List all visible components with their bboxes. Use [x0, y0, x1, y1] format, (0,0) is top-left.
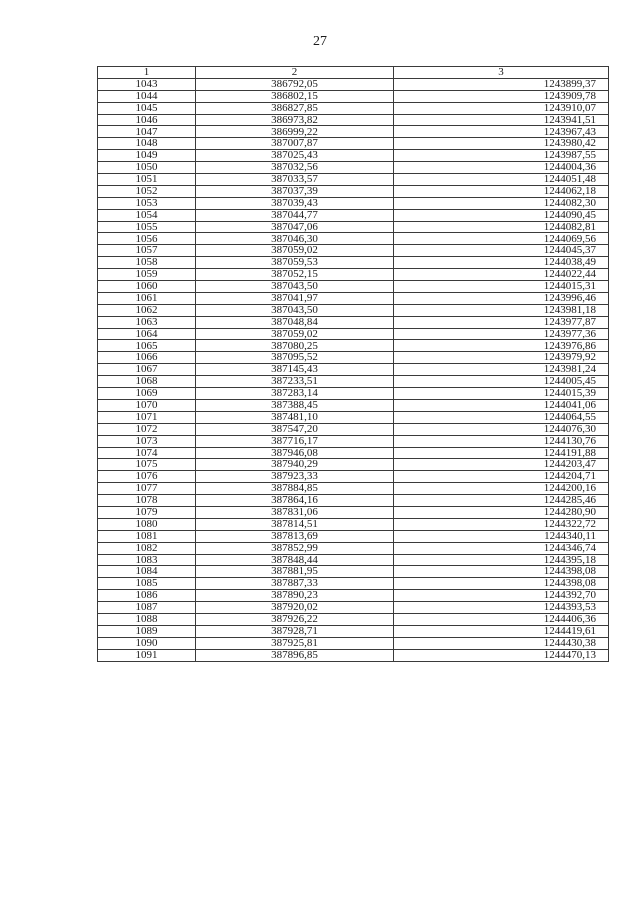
point-number-cell: 1079 [98, 506, 196, 518]
x-coordinate-cell: 387095,52 [196, 352, 394, 364]
point-number-cell: 1072 [98, 423, 196, 435]
point-number-cell: 1045 [98, 102, 196, 114]
x-coordinate-cell: 387047,06 [196, 221, 394, 233]
x-coordinate-cell: 387813,69 [196, 530, 394, 542]
y-coordinate-cell: 1244015,31 [394, 281, 609, 293]
y-coordinate-cell: 1244191,88 [394, 447, 609, 459]
point-number-cell: 1073 [98, 435, 196, 447]
table-row [98, 197, 609, 209]
y-coordinate-cell: 1244398,08 [394, 578, 609, 590]
y-coordinate-cell: 1244069,56 [394, 233, 609, 245]
table-row [98, 566, 609, 578]
y-coordinate-cell: 1244062,18 [394, 185, 609, 197]
point-number-cell: 1077 [98, 483, 196, 495]
table-row [98, 78, 609, 90]
table-row [98, 388, 609, 400]
column-header-1: 1 [98, 67, 196, 79]
y-coordinate-cell: 1244200,16 [394, 483, 609, 495]
x-coordinate-cell: 387923,33 [196, 471, 394, 483]
y-coordinate-cell: 1243981,18 [394, 304, 609, 316]
table-row [98, 114, 609, 126]
point-number-cell: 1076 [98, 471, 196, 483]
table-row [98, 506, 609, 518]
table-row [98, 590, 609, 602]
y-coordinate-cell: 1244392,70 [394, 590, 609, 602]
point-number-cell: 1082 [98, 542, 196, 554]
point-number-cell: 1089 [98, 625, 196, 637]
table-row [98, 625, 609, 637]
table-row [98, 352, 609, 364]
table-row [98, 483, 609, 495]
table-row [98, 328, 609, 340]
x-coordinate-cell: 387716,17 [196, 435, 394, 447]
point-number-cell: 1052 [98, 185, 196, 197]
table-row [98, 209, 609, 221]
table-row [98, 376, 609, 388]
point-number-cell: 1048 [98, 138, 196, 150]
point-number-cell: 1064 [98, 328, 196, 340]
x-coordinate-cell: 387283,14 [196, 388, 394, 400]
y-coordinate-cell: 1244280,90 [394, 506, 609, 518]
coordinates-table [97, 66, 609, 662]
y-coordinate-cell: 1244419,61 [394, 625, 609, 637]
point-number-cell: 1085 [98, 578, 196, 590]
x-coordinate-cell: 387044,77 [196, 209, 394, 221]
y-coordinate-cell: 1244398,08 [394, 566, 609, 578]
point-number-cell: 1044 [98, 90, 196, 102]
y-coordinate-cell: 1244015,39 [394, 388, 609, 400]
y-coordinate-cell: 1243909,78 [394, 90, 609, 102]
x-coordinate-cell: 387048,84 [196, 316, 394, 328]
x-coordinate-cell: 387033,57 [196, 174, 394, 186]
point-number-cell: 1062 [98, 304, 196, 316]
x-coordinate-cell: 387041,97 [196, 292, 394, 304]
table-row [98, 554, 609, 566]
table-row [98, 185, 609, 197]
point-number-cell: 1061 [98, 292, 196, 304]
x-coordinate-cell: 387864,16 [196, 495, 394, 507]
table-row [98, 304, 609, 316]
x-coordinate-cell: 387039,43 [196, 197, 394, 209]
table-row [98, 257, 609, 269]
point-number-cell: 1046 [98, 114, 196, 126]
y-coordinate-cell: 1243967,43 [394, 126, 609, 138]
table-row [98, 221, 609, 233]
y-coordinate-cell: 1244204,71 [394, 471, 609, 483]
x-coordinate-cell: 387043,50 [196, 304, 394, 316]
y-coordinate-cell: 1244090,45 [394, 209, 609, 221]
table-row [98, 162, 609, 174]
column-header-3: 3 [394, 67, 609, 79]
point-number-cell: 1058 [98, 257, 196, 269]
x-coordinate-cell: 387814,51 [196, 518, 394, 530]
point-number-cell: 1050 [98, 162, 196, 174]
point-number-cell: 1071 [98, 411, 196, 423]
x-coordinate-cell: 387025,43 [196, 150, 394, 162]
table-row [98, 138, 609, 150]
point-number-cell: 1049 [98, 150, 196, 162]
point-number-cell: 1059 [98, 269, 196, 281]
y-coordinate-cell: 1244064,55 [394, 411, 609, 423]
y-coordinate-cell: 1243980,42 [394, 138, 609, 150]
table-row [98, 423, 609, 435]
x-coordinate-cell: 387852,99 [196, 542, 394, 554]
y-coordinate-cell: 1244038,49 [394, 257, 609, 269]
x-coordinate-cell: 386802,15 [196, 90, 394, 102]
table-row [98, 578, 609, 590]
point-number-cell: 1088 [98, 613, 196, 625]
table-row [98, 411, 609, 423]
y-coordinate-cell: 1243899,37 [394, 78, 609, 90]
y-coordinate-cell: 1244130,76 [394, 435, 609, 447]
table-row [98, 102, 609, 114]
table-row [98, 364, 609, 376]
y-coordinate-cell: 1244395,18 [394, 554, 609, 566]
x-coordinate-cell: 386827,85 [196, 102, 394, 114]
x-coordinate-cell: 387481,10 [196, 411, 394, 423]
x-coordinate-cell: 387037,39 [196, 185, 394, 197]
point-number-cell: 1054 [98, 209, 196, 221]
table-row [98, 399, 609, 411]
table-header-row [98, 67, 609, 79]
point-number-cell: 1070 [98, 399, 196, 411]
table-row [98, 150, 609, 162]
y-coordinate-cell: 1244322,72 [394, 518, 609, 530]
point-number-cell: 1087 [98, 602, 196, 614]
table-row [98, 292, 609, 304]
x-coordinate-cell: 387059,53 [196, 257, 394, 269]
x-coordinate-cell: 387896,85 [196, 649, 394, 661]
point-number-cell: 1067 [98, 364, 196, 376]
x-coordinate-cell: 386999,22 [196, 126, 394, 138]
x-coordinate-cell: 387940,29 [196, 459, 394, 471]
x-coordinate-cell: 387080,25 [196, 340, 394, 352]
x-coordinate-cell: 387925,81 [196, 637, 394, 649]
y-coordinate-cell: 1244285,46 [394, 495, 609, 507]
point-number-cell: 1043 [98, 78, 196, 90]
point-number-cell: 1066 [98, 352, 196, 364]
column-header-2: 2 [196, 67, 394, 79]
x-coordinate-cell: 387920,02 [196, 602, 394, 614]
table-row [98, 269, 609, 281]
point-number-cell: 1091 [98, 649, 196, 661]
y-coordinate-cell: 1243979,92 [394, 352, 609, 364]
table-row [98, 649, 609, 661]
y-coordinate-cell: 1244076,30 [394, 423, 609, 435]
point-number-cell: 1078 [98, 495, 196, 507]
x-coordinate-cell: 387059,02 [196, 245, 394, 257]
x-coordinate-cell: 387052,15 [196, 269, 394, 281]
x-coordinate-cell: 387928,71 [196, 625, 394, 637]
table-row [98, 340, 609, 352]
x-coordinate-cell: 386792,05 [196, 78, 394, 90]
point-number-cell: 1063 [98, 316, 196, 328]
point-number-cell: 1075 [98, 459, 196, 471]
table-row [98, 174, 609, 186]
y-coordinate-cell: 1244406,36 [394, 613, 609, 625]
y-coordinate-cell: 1244022,44 [394, 269, 609, 281]
x-coordinate-cell: 387547,20 [196, 423, 394, 435]
point-number-cell: 1057 [98, 245, 196, 257]
table-row [98, 602, 609, 614]
x-coordinate-cell: 387007,87 [196, 138, 394, 150]
x-coordinate-cell: 387926,22 [196, 613, 394, 625]
table-row [98, 316, 609, 328]
x-coordinate-cell: 387831,06 [196, 506, 394, 518]
point-number-cell: 1074 [98, 447, 196, 459]
y-coordinate-cell: 1243910,07 [394, 102, 609, 114]
table-row [98, 126, 609, 138]
point-number-cell: 1086 [98, 590, 196, 602]
point-number-cell: 1055 [98, 221, 196, 233]
point-number-cell: 1080 [98, 518, 196, 530]
x-coordinate-cell: 387145,43 [196, 364, 394, 376]
x-coordinate-cell: 387887,33 [196, 578, 394, 590]
point-number-cell: 1065 [98, 340, 196, 352]
y-coordinate-cell: 1244082,30 [394, 197, 609, 209]
y-coordinate-cell: 1244005,45 [394, 376, 609, 388]
x-coordinate-cell: 387032,56 [196, 162, 394, 174]
x-coordinate-cell: 387848,44 [196, 554, 394, 566]
y-coordinate-cell: 1244203,47 [394, 459, 609, 471]
table-row [98, 459, 609, 471]
y-coordinate-cell: 1243987,55 [394, 150, 609, 162]
table-row [98, 281, 609, 293]
table-row [98, 530, 609, 542]
x-coordinate-cell: 387388,45 [196, 399, 394, 411]
point-number-cell: 1090 [98, 637, 196, 649]
x-coordinate-cell: 387946,08 [196, 447, 394, 459]
point-number-cell: 1081 [98, 530, 196, 542]
y-coordinate-cell: 1244393,53 [394, 602, 609, 614]
y-coordinate-cell: 1244004,36 [394, 162, 609, 174]
x-coordinate-cell: 387046,30 [196, 233, 394, 245]
x-coordinate-cell: 387881,95 [196, 566, 394, 578]
point-number-cell: 1069 [98, 388, 196, 400]
point-number-cell: 1053 [98, 197, 196, 209]
table-row [98, 447, 609, 459]
x-coordinate-cell: 387884,85 [196, 483, 394, 495]
y-coordinate-cell: 1244470,13 [394, 649, 609, 661]
x-coordinate-cell: 387890,23 [196, 590, 394, 602]
y-coordinate-cell: 1244045,37 [394, 245, 609, 257]
x-coordinate-cell: 387043,50 [196, 281, 394, 293]
point-number-cell: 1060 [98, 281, 196, 293]
y-coordinate-cell: 1243996,46 [394, 292, 609, 304]
y-coordinate-cell: 1244430,38 [394, 637, 609, 649]
table-row [98, 435, 609, 447]
table-row [98, 495, 609, 507]
point-number-cell: 1047 [98, 126, 196, 138]
y-coordinate-cell: 1243976,86 [394, 340, 609, 352]
x-coordinate-cell: 386973,82 [196, 114, 394, 126]
point-number-cell: 1084 [98, 566, 196, 578]
table-row [98, 637, 609, 649]
y-coordinate-cell: 1244051,48 [394, 174, 609, 186]
y-coordinate-cell: 1243977,87 [394, 316, 609, 328]
page-number: 27 [313, 34, 327, 49]
y-coordinate-cell: 1243977,36 [394, 328, 609, 340]
point-number-cell: 1083 [98, 554, 196, 566]
y-coordinate-cell: 1243941,51 [394, 114, 609, 126]
table-row [98, 90, 609, 102]
y-coordinate-cell: 1244082,81 [394, 221, 609, 233]
table-row [98, 613, 609, 625]
point-number-cell: 1068 [98, 376, 196, 388]
table-row [98, 245, 609, 257]
table-row [98, 233, 609, 245]
point-number-cell: 1051 [98, 174, 196, 186]
y-coordinate-cell: 1243981,24 [394, 364, 609, 376]
point-number-cell: 1056 [98, 233, 196, 245]
y-coordinate-cell: 1244041,06 [394, 399, 609, 411]
table-row [98, 471, 609, 483]
table-body [98, 78, 609, 661]
table-row [98, 542, 609, 554]
x-coordinate-cell: 387059,02 [196, 328, 394, 340]
y-coordinate-cell: 1244346,74 [394, 542, 609, 554]
x-coordinate-cell: 387233,51 [196, 376, 394, 388]
y-coordinate-cell: 1244340,11 [394, 530, 609, 542]
table-row [98, 518, 609, 530]
